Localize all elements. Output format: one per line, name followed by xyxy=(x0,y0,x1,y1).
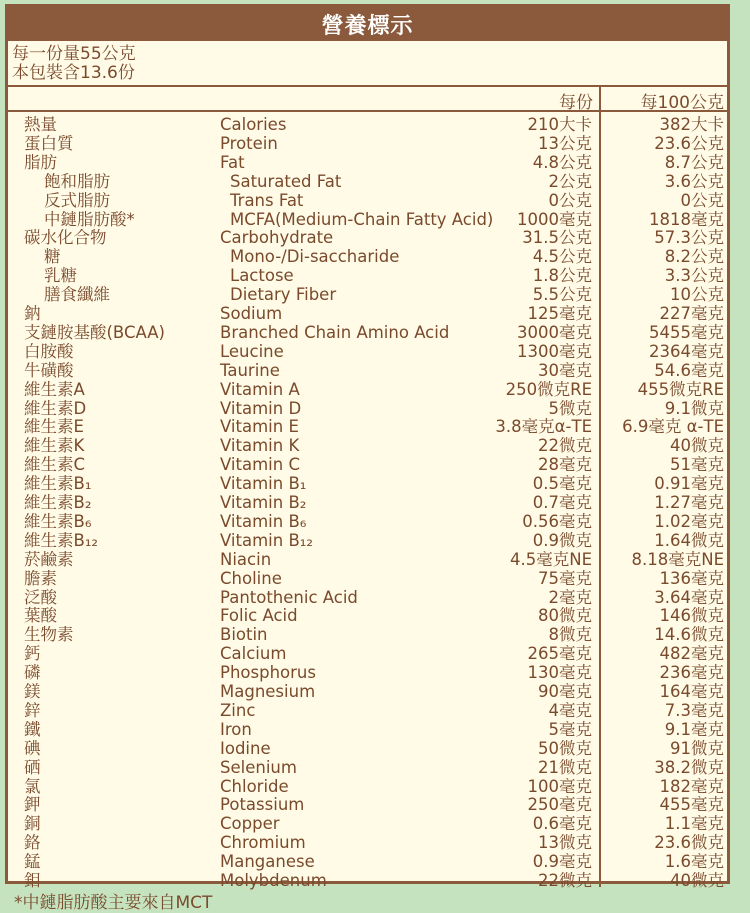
nutrient-name-en: Zinc xyxy=(220,700,256,720)
per-100g-value: 1.02毫克 xyxy=(654,511,724,531)
table-row xyxy=(8,569,727,588)
nutrient-name-en: Potassium xyxy=(220,795,305,815)
column-divider xyxy=(599,87,601,110)
nutrient-name-zh: 脂肪 xyxy=(24,152,57,172)
nutrient-name-zh: 支鏈胺基酸(BCAA) xyxy=(24,322,165,342)
per-serving-value: 90毫克 xyxy=(538,682,592,701)
per-serving-value: 1000毫克 xyxy=(517,209,592,229)
per-serving-value: 210大卡 xyxy=(527,115,592,134)
nutrient-name-en: Magnesium xyxy=(220,682,316,701)
per-100g-value: 3.3公克 xyxy=(664,266,724,286)
table-row xyxy=(8,247,727,266)
column-header xyxy=(8,87,727,112)
table-row xyxy=(8,417,727,436)
per-100g-value: 227毫克 xyxy=(659,304,724,323)
footnote: *中鏈脂肪酸主要來自MCT xyxy=(14,893,213,913)
nutrient-name-zh: 維生素E xyxy=(24,417,84,437)
nutrient-name-zh: 錳 xyxy=(24,852,41,872)
per-serving-value: 5.5公克 xyxy=(532,285,592,305)
per-100g-value: 38.2微克 xyxy=(654,757,724,777)
nutrient-name-en: Phosphorus xyxy=(220,663,316,683)
nutrient-name-en: Iron xyxy=(220,719,252,739)
per-100g-value: 382大卡 xyxy=(659,115,724,134)
nutrient-name-zh: 蛋白質 xyxy=(24,133,74,153)
per-serving-value: 250微克RE xyxy=(505,379,592,399)
table-row xyxy=(8,682,727,701)
per-serving-value: 0.9毫克 xyxy=(532,852,592,872)
per-100g-value: 455毫克 xyxy=(659,795,724,815)
nutrient-name-zh: 磷 xyxy=(24,663,41,683)
table-row xyxy=(8,266,727,285)
per-serving-value: 22微克 xyxy=(538,436,592,456)
per-serving-value: 13微克 xyxy=(538,833,592,853)
table-row xyxy=(8,323,727,342)
nutrient-name-zh: 維生素D xyxy=(24,398,87,418)
nutrient-name-en: Saturated Fat xyxy=(230,171,342,191)
nutrient-name-zh: 牛磺酸 xyxy=(24,360,74,380)
nutrient-name-en: Pantothenic Acid xyxy=(220,587,358,607)
per-serving-value: 50微克 xyxy=(538,738,592,758)
nutrient-name-zh: 鎂 xyxy=(24,682,41,701)
table-row xyxy=(8,531,727,550)
nutrient-name-en: MCFA(Medium-Chain Fatty Acid) xyxy=(230,209,494,229)
table-row xyxy=(8,606,727,625)
nutrient-name-zh: 鉬 xyxy=(24,871,41,890)
per-100g-header: 每100公克 xyxy=(640,93,724,113)
nutrient-name-en: Folic Acid xyxy=(220,606,298,626)
table-row xyxy=(8,588,727,607)
servings-per-package: 本包裝含13.6份 xyxy=(12,63,135,83)
nutrient-name-en: Vitamin E xyxy=(220,417,299,437)
table-row xyxy=(8,436,727,455)
per-serving-value: 4.8公克 xyxy=(532,152,592,172)
nutrient-name-zh: 維生素B₂ xyxy=(24,493,92,512)
per-serving-value: 22微克 xyxy=(538,871,592,890)
per-serving-value: 8微克 xyxy=(548,625,592,645)
per-100g-value: 1.27毫克 xyxy=(654,493,724,512)
nutrient-name-zh: 泛酸 xyxy=(24,587,57,607)
per-serving-value: 0.7毫克 xyxy=(532,493,592,512)
nutrient-name-zh: 糖 xyxy=(44,247,61,267)
nutrient-name-zh: 飽和脂肪 xyxy=(44,171,110,191)
table-row xyxy=(8,134,727,153)
per-serving-value: 0公克 xyxy=(548,190,592,210)
nutrient-name-en: Vitamin B₂ xyxy=(220,493,307,512)
per-100g-value: 3.6公克 xyxy=(664,171,724,191)
nutrient-name-zh: 乳糖 xyxy=(44,266,77,286)
nutrient-name-zh: 硒 xyxy=(24,757,41,777)
per-serving-value: 3000毫克 xyxy=(517,322,592,342)
nutrient-name-en: Carbohydrate xyxy=(220,228,334,248)
nutrient-name-en: Vitamin B₁₂ xyxy=(220,530,313,550)
per-100g-value: 2364毫克 xyxy=(649,341,724,361)
nutrient-name-en: Taurine xyxy=(220,360,280,380)
per-serving-value: 31.5公克 xyxy=(522,228,592,248)
table-row xyxy=(8,663,727,682)
nutrient-name-en: Lactose xyxy=(230,266,294,286)
table-row xyxy=(8,795,727,814)
table-row xyxy=(8,228,727,247)
nutrient-name-zh: 鉀 xyxy=(24,795,41,815)
nutrient-name-zh: 葉酸 xyxy=(24,606,57,626)
per-100g-value: 40微克 xyxy=(670,436,724,456)
per-serving-value: 1.8公克 xyxy=(532,266,592,286)
per-100g-value: 5455毫克 xyxy=(649,322,724,342)
per-100g-value: 1818毫克 xyxy=(649,209,724,229)
nutrient-name-zh: 維生素A xyxy=(24,379,85,399)
per-serving-value: 0.6毫克 xyxy=(532,814,592,834)
table-row xyxy=(8,304,727,323)
table-row xyxy=(8,191,727,210)
table-row xyxy=(8,550,727,569)
nutrient-name-zh: 鈣 xyxy=(24,644,41,664)
nutrient-name-en: Vitamin B₁ xyxy=(220,474,307,494)
per-100g-value: 6.9毫克 α-TE xyxy=(622,417,724,437)
per-100g-value: 54.6毫克 xyxy=(654,360,724,380)
per-100g-value: 1.1毫克 xyxy=(664,814,724,834)
table-row xyxy=(8,814,727,833)
nutrient-name-zh: 維生素C xyxy=(24,455,86,475)
per-serving-value: 2毫克 xyxy=(548,587,592,607)
table-row xyxy=(8,512,727,531)
per-100g-value: 7.3毫克 xyxy=(664,700,724,720)
per-100g-value: 9.1毫克 xyxy=(664,719,724,739)
table-row xyxy=(8,172,727,191)
table-row xyxy=(8,701,727,720)
per-100g-value: 482毫克 xyxy=(659,644,724,664)
per-100g-value: 455微克RE xyxy=(637,379,724,399)
nutrient-name-en: Selenium xyxy=(220,757,297,777)
table-row xyxy=(8,493,727,512)
per-100g-value: 14.6微克 xyxy=(654,625,724,645)
table-row xyxy=(8,720,727,739)
nutrient-name-zh: 氯 xyxy=(24,776,41,796)
nutrient-name-zh: 維生素B₁₂ xyxy=(24,530,99,550)
nutrient-name-zh: 熱量 xyxy=(24,115,57,134)
per-100g-value: 23.6微克 xyxy=(654,833,724,853)
per-100g-value: 3.64毫克 xyxy=(654,587,724,607)
per-100g-value: 57.3公克 xyxy=(654,228,724,248)
nutrient-name-zh: 維生素B₆ xyxy=(24,511,92,531)
table-row xyxy=(8,625,727,644)
per-100g-value: 1.64微克 xyxy=(654,530,724,550)
per-serving-value: 4.5毫克NE xyxy=(509,549,592,569)
nutrient-name-en: Molybdenum xyxy=(220,871,327,890)
per-100g-value: 182毫克 xyxy=(659,776,724,796)
table-row xyxy=(8,777,727,796)
per-100g-value: 40微克 xyxy=(670,871,724,890)
per-serving-value: 125毫克 xyxy=(527,304,592,323)
nutrient-name-zh: 中鏈脂肪酸* xyxy=(44,209,135,229)
nutrient-name-zh: 碘 xyxy=(24,738,41,758)
nutrient-name-en: Mono-/Di-saccharide xyxy=(230,247,400,267)
per-serving-value: 2公克 xyxy=(548,171,592,191)
table-row xyxy=(8,758,727,777)
nutrient-name-en: Iodine xyxy=(220,738,271,758)
per-serving-value: 4毫克 xyxy=(548,700,592,720)
table-row xyxy=(8,644,727,663)
table-row xyxy=(8,474,727,493)
per-serving-value: 30毫克 xyxy=(538,360,592,380)
nutrient-name-zh: 碳水化合物 xyxy=(24,228,107,248)
per-serving-value: 250毫克 xyxy=(527,795,592,815)
per-100g-value: 136毫克 xyxy=(659,568,724,588)
nutrient-name-zh: 反式脂肪 xyxy=(44,190,110,210)
nutrient-name-zh: 膳食纖維 xyxy=(44,285,110,305)
per-100g-value: 146微克 xyxy=(659,606,724,626)
nutrient-name-zh: 鉻 xyxy=(24,833,41,853)
nutrient-name-en: Protein xyxy=(220,133,278,153)
nutrient-name-zh: 膽素 xyxy=(24,568,57,588)
nutrient-name-en: Copper xyxy=(220,814,280,834)
per-100g-value: 1.6毫克 xyxy=(664,852,724,872)
per-serving-value: 13公克 xyxy=(538,133,592,153)
per-100g-value: 8.7公克 xyxy=(664,152,724,172)
nutrient-name-zh: 鐵 xyxy=(24,719,41,739)
per-100g-value: 0公克 xyxy=(680,190,724,210)
per-serving-value: 80微克 xyxy=(538,606,592,626)
per-serving-value: 5毫克 xyxy=(548,719,592,739)
nutrient-name-en: Dietary Fiber xyxy=(230,285,337,305)
table-row xyxy=(8,153,727,172)
per-100g-value: 8.2公克 xyxy=(664,247,724,267)
per-100g-value: 164毫克 xyxy=(659,682,724,701)
title-bar xyxy=(8,7,727,41)
nutrient-name-en: Sodium xyxy=(220,304,283,323)
per-serving-value: 28毫克 xyxy=(538,455,592,475)
nutrient-name-en: Fat xyxy=(220,152,245,172)
per-serving-value: 4.5公克 xyxy=(532,247,592,267)
per-100g-value: 9.1微克 xyxy=(664,398,724,418)
nutrient-name-zh: 銅 xyxy=(24,814,41,834)
table-row xyxy=(8,361,727,380)
per-serving-value: 0.9微克 xyxy=(532,530,592,550)
per-100g-value: 23.6公克 xyxy=(654,133,724,153)
nutrient-name-en: Vitamin A xyxy=(220,379,300,399)
table-row xyxy=(8,833,727,852)
per-serving-value: 100毫克 xyxy=(527,776,592,796)
per-serving-header: 每份 xyxy=(559,93,593,113)
nutrient-name-zh: 維生素K xyxy=(24,436,85,456)
nutrient-name-en: Vitamin C xyxy=(220,455,300,475)
per-100g-value: 8.18毫克NE xyxy=(631,549,724,569)
table-row xyxy=(8,285,727,304)
table-row xyxy=(8,380,727,399)
table-row xyxy=(8,455,727,474)
per-100g-value: 10公克 xyxy=(670,285,724,305)
serving-info xyxy=(8,41,727,87)
nutrient-name-en: Vitamin B₆ xyxy=(220,511,307,531)
table-row xyxy=(8,739,727,758)
nutrient-name-en: Vitamin D xyxy=(220,398,302,418)
table-row xyxy=(8,399,727,418)
nutrient-name-zh: 鋅 xyxy=(24,700,41,720)
nutrient-name-en: Chloride xyxy=(220,776,289,796)
nutrient-name-zh: 生物素 xyxy=(24,625,74,645)
nutrient-name-en: Branched Chain Amino Acid xyxy=(220,322,450,342)
per-serving-value: 0.56毫克 xyxy=(522,511,592,531)
nutrient-name-en: Choline xyxy=(220,568,282,588)
per-serving-value: 265毫克 xyxy=(527,644,592,664)
nutrition-label xyxy=(5,4,730,890)
nutrient-name-zh: 鈉 xyxy=(24,304,41,323)
nutrient-name-en: Leucine xyxy=(220,341,284,361)
nutrient-name-en: Trans Fat xyxy=(230,190,304,210)
table-row xyxy=(8,852,727,871)
per-serving-value: 0.5毫克 xyxy=(532,474,592,494)
per-serving-value: 5微克 xyxy=(548,398,592,418)
nutrient-name-zh: 維生素B₁ xyxy=(24,474,92,494)
nutrient-name-zh: 白胺酸 xyxy=(24,341,74,361)
per-serving-value: 21微克 xyxy=(538,757,592,777)
per-serving-value: 1300毫克 xyxy=(517,341,592,361)
per-100g-value: 51毫克 xyxy=(670,455,724,475)
table-row xyxy=(8,115,727,134)
per-100g-value: 0.91毫克 xyxy=(654,474,724,494)
per-100g-value: 91微克 xyxy=(670,738,724,758)
nutrient-name-en: Vitamin K xyxy=(220,436,300,456)
nutrient-name-en: Chromium xyxy=(220,833,306,853)
per-serving-value: 3.8毫克α-TE xyxy=(495,417,592,437)
nutrient-name-en: Biotin xyxy=(220,625,268,645)
nutrient-name-en: Calories xyxy=(220,115,287,134)
per-serving-value: 130毫克 xyxy=(527,663,592,683)
page-title: 營養標示 xyxy=(321,13,414,39)
table-row xyxy=(8,210,727,229)
nutrient-name-en: Niacin xyxy=(220,549,272,569)
nutrient-name-en: Manganese xyxy=(220,852,315,872)
per-serving-value: 75毫克 xyxy=(538,568,592,588)
nutrient-name-zh: 菸鹼素 xyxy=(24,549,74,569)
table-row xyxy=(8,342,727,361)
nutrient-name-en: Calcium xyxy=(220,644,287,664)
per-100g-value: 236毫克 xyxy=(659,663,724,683)
serving-size: 每一份量55公克 xyxy=(12,44,136,64)
